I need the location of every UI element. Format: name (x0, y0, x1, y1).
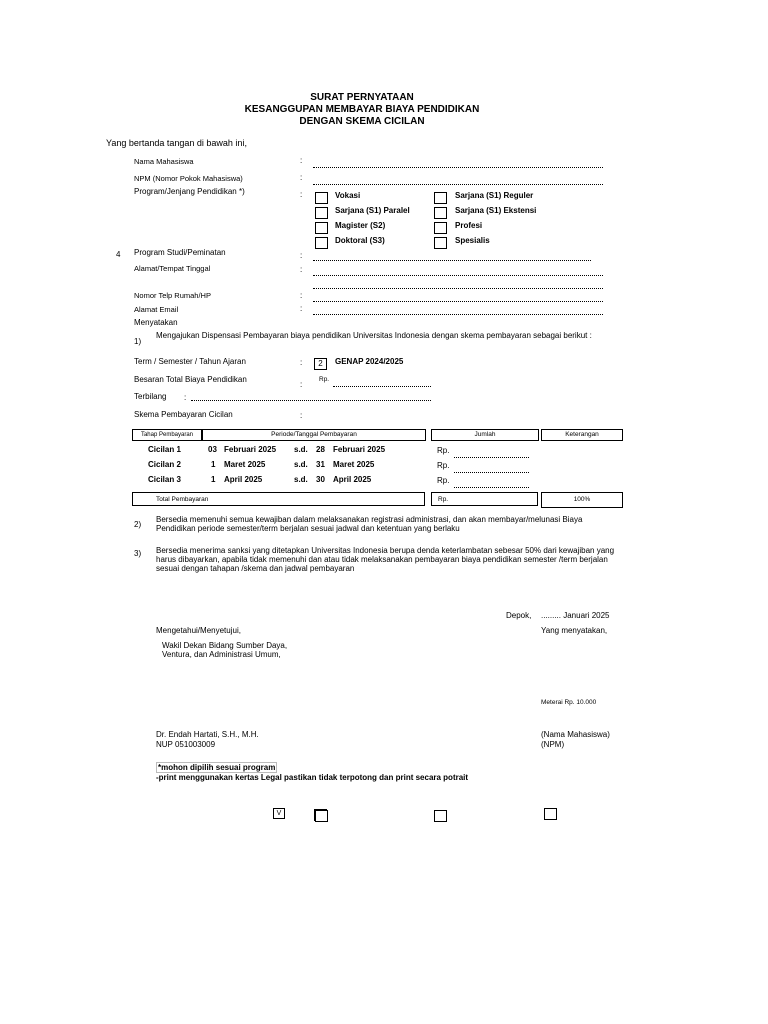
program-option-sarjana-ekstensi: Sarjana (S1) Ekstensi (455, 206, 537, 215)
nama-input-line[interactable] (313, 166, 603, 168)
field-label-alamat: Alamat/Tempat Tinggal (134, 264, 211, 273)
yang-menyatakan-label: Yang menyatakan, (541, 626, 608, 635)
empty-box-sample-1 (315, 810, 328, 822)
colon: : (300, 380, 303, 389)
cicilan-3-end-month: April 2025 (333, 475, 372, 484)
email-input-line[interactable] (313, 313, 603, 315)
student-name-placeholder: (Nama Mahasiswa) (541, 730, 610, 739)
colon: : (300, 173, 303, 182)
date-text: ......... Januari 2025 (541, 611, 610, 620)
colon: : (300, 291, 303, 300)
colon: : (300, 190, 303, 199)
mengetahui-label: Mengetahui/Menyetujui, (156, 626, 241, 635)
signer-name: Dr. Endah Hartati, S.H., M.H. (156, 730, 259, 739)
cicilan-3-label: Cicilan 3 (148, 475, 181, 484)
point1-text: Mengajukan Dispensasi Pembayaran biaya pendidikan Universitas Indonesia dengan skema pembayaran sebagai berikut : (156, 331, 592, 340)
checkbox-spesialis[interactable] (434, 237, 447, 249)
meterai-label: Meterai Rp. 10.000 (541, 699, 597, 706)
doc-title-line2: KESANGGUPAN MEMBAYAR BIAYA PENDIDIKAN (244, 104, 480, 115)
point2-text: Bersedia memenuhi semua kewajiban dalam melaksanakan registrasi administrasi, dan akan membayar/melunasi Biaya Pendidikan periode semester/term berjalan sesuai jadwal dan ketentuan yang berlaku (156, 515, 583, 533)
cicilan-1-label: Cicilan 1 (148, 445, 181, 454)
checkbox-sarjana-reguler[interactable] (434, 192, 447, 204)
cicilan-2-amount-line[interactable] (454, 471, 529, 473)
table-header-keterangan: Keterangan (541, 429, 623, 441)
cicilan-1-end-day: 28 (316, 445, 325, 454)
cicilan-3-end-day: 30 (316, 475, 325, 484)
signer-nup: NUP 051003009 (156, 740, 216, 749)
wakil-dekan-line2: Ventura, dan Administrasi Umum, (162, 650, 281, 659)
skema-label: Skema Pembayaran Cicilan (134, 410, 233, 419)
program-option-sarjana-reguler: Sarjana (S1) Reguler (455, 191, 534, 200)
cicilan-2-end-month: Maret 2025 (333, 460, 375, 469)
point1-number: 1) (134, 337, 142, 346)
checkbox-doktoral[interactable] (315, 237, 328, 249)
checkbox-magister[interactable] (315, 222, 328, 234)
note-line1: *mohon dipilih sesuai program (158, 763, 276, 772)
cicilan-1-amount-line[interactable] (454, 456, 529, 458)
cicilan-2-label: Cicilan 2 (148, 460, 181, 469)
checkbox-profesi[interactable] (434, 222, 447, 234)
program-option-magister: Magister (S2) (335, 221, 386, 230)
margin-number: 4 (116, 250, 121, 259)
empty-box-sample-3 (544, 808, 557, 820)
student-npm-placeholder: (NPM) (541, 740, 565, 749)
cicilan-2-rp: Rp. (437, 461, 450, 470)
cicilan-1-sd: s.d. (294, 445, 308, 454)
colon: : (300, 251, 303, 260)
wakil-dekan-line1: Wakil Dekan Bidang Sumber Daya, (162, 641, 288, 650)
intro-text: Yang bertanda tangan di bawah ini, (106, 138, 247, 148)
program-option-vokasi: Vokasi (335, 191, 361, 200)
point3-number: 3) (134, 549, 142, 558)
terbilang-colon: : (184, 393, 187, 402)
cicilan-1-start-day: 03 (208, 445, 217, 454)
cicilan-1-start-month: Februari 2025 (224, 445, 277, 454)
program-option-sarjana-paralel: Sarjana (S1) Paralel (335, 206, 410, 215)
terbilang-label: Terbilang (134, 392, 167, 401)
cicilan-2-sd: s.d. (294, 460, 308, 469)
colon: : (300, 156, 303, 165)
cicilan-1-end-month: Februari 2025 (333, 445, 386, 454)
doc-title-line3: DENGAN SKEMA CICILAN (299, 116, 425, 127)
program-option-spesialis: Spesialis (455, 236, 490, 245)
field-label-nama: Nama Mahasiswa (134, 157, 194, 166)
terbilang-input-line[interactable] (191, 399, 431, 401)
telp-input-line[interactable] (313, 300, 603, 302)
place-label: Depok, (506, 611, 532, 620)
empty-box-sample-2 (434, 810, 447, 822)
total-rp: Rp. (431, 492, 538, 506)
checkbox-vokasi[interactable] (315, 192, 328, 204)
besaran-label: Besaran Total Biaya Pendidikan (134, 375, 247, 384)
term-number-box[interactable]: 2 (314, 358, 327, 370)
total-label: Total Pembayaran (132, 492, 425, 506)
table-header-tahap: Tahap Pembayaran (132, 429, 202, 441)
doc-title-line1: SURAT PERNYATAAN (310, 92, 414, 103)
checkbox-sarjana-paralel[interactable] (315, 207, 328, 219)
npm-input-line[interactable] (313, 183, 603, 185)
cicilan-1-rp: Rp. (437, 446, 450, 455)
colon: : (300, 304, 303, 313)
total-keterangan: 100% (541, 492, 623, 508)
checked-box-sample: V (273, 808, 285, 819)
colon: : (300, 411, 303, 420)
point3-text: Bersedia menerima sanksi yang ditetapkan Universitas Indonesia berupa denda keterlambatan sebesar 50% dari kewajiban yang harus dibayarkan, apabila tidak memenuhi dan atau tidak melaksanakan pembayaran biaya pendidikan semester /term berjalan sesuai dengan tahapan /skema dan jadwal pembayaran (156, 546, 615, 573)
term-value: GENAP 2024/2025 (335, 357, 404, 366)
cicilan-3-start-month: April 2025 (224, 475, 263, 484)
point2-number: 2) (134, 520, 142, 529)
colon: : (300, 265, 303, 274)
menyatakan-heading: Menyatakan (134, 318, 178, 327)
program-option-doktoral: Doktoral (S3) (335, 236, 385, 245)
cicilan-3-start-day: 1 (211, 475, 216, 484)
cicilan-3-rp: Rp. (437, 476, 450, 485)
term-label: Term / Semester / Tahun Ajaran (134, 357, 246, 366)
cicilan-2-end-day: 31 (316, 460, 325, 469)
alamat-input-line-2[interactable] (313, 287, 603, 289)
besaran-input-line[interactable] (333, 385, 431, 387)
checkbox-sarjana-ekstensi[interactable] (434, 207, 447, 219)
colon: : (300, 358, 303, 367)
cicilan-3-amount-line[interactable] (454, 486, 529, 488)
field-label-npm: NPM (Nomor Pokok Mahasiswa) (134, 174, 243, 183)
prodi-input-line[interactable] (313, 259, 591, 261)
table-header-jumlah: Jumlah (431, 429, 539, 441)
field-label-program: Program/Jenjang Pendidikan *) (134, 187, 245, 196)
field-label-prodi: Program Studi/Peminatan (134, 248, 226, 257)
field-label-email: Alamat Email (134, 305, 179, 314)
cicilan-2-start-month: Maret 2025 (224, 460, 266, 469)
note-line2: -print menggunakan kertas Legal pastikan tidak terpotong dan print secara potrait (156, 773, 469, 782)
table-header-periode: Periode/Tanggal Pembayaran (202, 429, 426, 441)
besaran-rp: Rp. (319, 376, 330, 383)
alamat-input-line-1[interactable] (313, 274, 603, 276)
cicilan-3-sd: s.d. (294, 475, 308, 484)
cicilan-2-start-day: 1 (211, 460, 216, 469)
field-label-telp: Nomor Telp Rumah/HP (134, 291, 211, 300)
program-option-profesi: Profesi (455, 221, 483, 230)
